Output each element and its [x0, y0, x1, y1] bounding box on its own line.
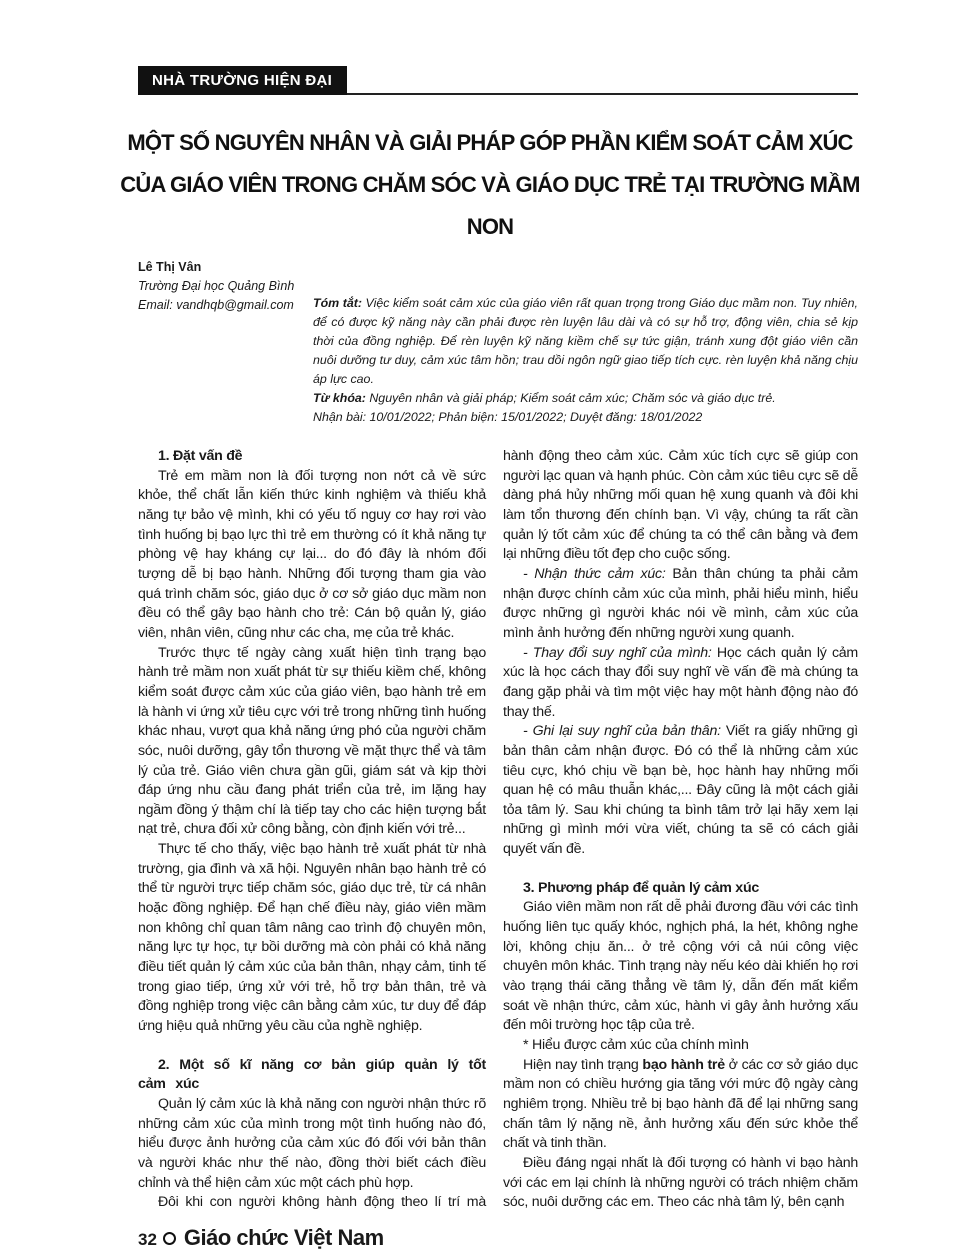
page-footer — [138, 1225, 384, 1251]
article-title — [110, 122, 870, 248]
paragraph: Quản lý cảm xúc là khả năng con người nhận thức rõ những cảm xúc của mình trong một tình huống nào đó, hiểu được ảnh hưởng của cảm xúc đó đối với bản thân và người khác như thế nào, đồng thời biết cách điều chỉnh và thể hiện cảm xúc một cách phù hợp. — [138, 1096, 486, 1191]
page-number: 32 — [138, 1230, 157, 1249]
paragraph: Đôi khi con người không hành động theo lí trí mà — [158, 1194, 486, 1211]
keywords-label: Từ khóa: — [313, 391, 366, 405]
paragraph-continued: hành động theo cảm xúc. Cảm xúc tích cực sẽ giúp con người lạc quan và hạnh phúc. Còn cảm xúc tiêu cực sẽ dễ dàng phá hủy những mối quan hệ xung quanh và đôi khi làm tổn thương đến chính bạn. Vì vậy, chúng ta rất cần quản lý tốt cảm xúc để chúng ta có thể cân bằng và đem lại những điều tốt đẹp cho cuộc sống. — [503, 448, 858, 563]
bullet-item — [503, 722, 858, 860]
summary-text: Việc kiểm soát cảm xúc của giáo viên rất quan trọng trong Giáo dục mầm non. Tuy nhiên, để có được kỹ năng này cần phải được rèn luyện lâu dài và có sự hỗ trợ, động viên, chia sẻ kịp thời của đồng nghiệp. Để rèn luyện kỹ năng kiềm chế sự tức giận, tránh xung đột giáo viên cần nuôi dưỡng tư duy, cảm xúc tâm hồn; trau dồi ngôn ngữ giao tiếp tích cực. rèn luyện khả năng chịu áp lực cao. — [313, 296, 858, 386]
header-rule — [347, 93, 858, 95]
circle-bullet-icon — [163, 1232, 176, 1245]
abstract — [313, 294, 858, 427]
bullet-text: Học cách quản lý cảm xúc là học cách thay đổi suy nghĩ về vấn đề mà chúng ta đang gặp phải và tìm một việc hay một hành động nào đó thay thế. — [503, 644, 858, 720]
paragraph — [503, 1056, 858, 1154]
text: ở các cơ sở giáo dục mầm non có chiều hướng gia tăng với mức độ ngày càng nghiêm trọng. Nhiều trẻ bị bạo hành đã để lại những sang chấn tâm lý nặng nề, ảnh hưởng xấu đến sức khỏe thể chất và tinh thần. — [503, 1056, 858, 1152]
magazine-name: Giáo chức Việt Nam — [183, 1225, 384, 1250]
section-3-heading: 3. Phương pháp để quản lý cảm xúc — [523, 879, 760, 896]
author-block — [138, 258, 308, 315]
bullet-text: Viết ra giấy những gì bản thân cảm nhận được. Đó có thể là những cảm xúc tiêu cực, khó chịu về bạn bè, học hành hay những mối quan hệ có mâu thuẫn khác,... Đây cũng là một cách giải tỏa tâm lý. Sau khi chúng ta bình tâm trở lại hãy xem lại những gì mình mới vừa viết, chúng ta sẽ có cách giải quyết vấn đề. — [503, 723, 858, 858]
paragraph: Trẻ em mầm non là đối tượng non nớt cả về sức khỏe, thể chất lẫn kiến thức kinh nghiệm và thiếu khả năng tự bảo vệ mình, khi có yếu tố nguy cơ hay rơi vào tình huống bị bạo lực thì trẻ em thường có ít khả năng tự phòng vệ hay kháng cự lại... do đó đây là nhóm đối tượng dễ bị bạo hành. Những đối tượng tham gia vào quá trình chăm sóc, giáo dục ở cơ sở giáo dục mầm non đều có thể gây bạo hành cho trẻ: Cán bộ quản lý, giáo viên, nhân viên, cũng như các cha, mẹ của trẻ khác. — [138, 467, 486, 641]
subheading: * Hiểu được cảm xúc của chính mình — [523, 1037, 749, 1054]
section-tag: NHÀ TRƯỜNG HIỆN ĐẠI — [138, 66, 347, 95]
author-email: Email: vandhqb@gmail.com — [138, 298, 294, 312]
keywords-text: Nguyên nhân và giải pháp; Kiểm soát cảm xúc; Chăm sóc và giáo dục trẻ. — [365, 391, 776, 405]
section-1-heading: 1. Đặt vấn đề — [158, 448, 243, 464]
bullet-item — [503, 565, 858, 644]
article-title-line-1: MỘT SỐ NGUYÊN NHÂN VÀ GIẢI PHÁP GÓP PHẦN KIỂM SOÁT CẢM XÚC — [127, 130, 853, 155]
paragraph: Thực tế cho thấy, việc bạo hành trẻ xuất phát từ nhà trường, gia đình và xã hội. Nguyên nhân bạo hành trẻ có thể từ người trực tiếp chăm sóc, giáo dục trẻ, từ cá nhân hoặc đồng nghiệp. Để hạn chế điều này, giáo viên mầm non không chỉ quan tâm nâng cao trình độ chuyên môn, năng lực tự học, tự bồi dưỡng mà còn phải có khả năng điều tiết quản lý cảm xúc của bản thân, nhạy cảm, tinh tế trong giao tiếp, ứng xử với trẻ, hỗ trợ bản thân, trẻ và đồng nghiệp trong việc cân bằng cảm xúc, tư duy để đáp ứng hiệu quả những yêu cầu của nghề nghiệp. — [138, 841, 486, 1035]
paragraph: Trước thực tế ngày càng xuất hiện tình trạng bạo hành trẻ mầm non xuất phát từ sự thiếu kiềm chế, không kiểm soát được cảm xúc của giáo viên, bạo hành trẻ em là hành vi ứng xử tiêu cực với trẻ trong những tình huống khác nhau, vượt qua khả năng ứng phó của người chăm sóc, nuôi dưỡng, gây tổn thương về mặt thực thể và tâm lý của trẻ. Giáo viên chưa gần gũi, giám sát và kịp thời đáp ứng nhu cầu đang phát triển của trẻ, im lặng hay ngầm đồng ý thậm chí là tiếp tay cho các hiện tượng bắt nạt trẻ, chưa đối xử công bằng, còn định kiến với trẻ... — [138, 644, 486, 838]
bullet-label: - Nhận thức cảm xúc: — [523, 565, 666, 582]
bullet-item — [503, 644, 858, 723]
bold-text: bạo hành trẻ — [642, 1056, 725, 1073]
author-name: Lê Thị Vân — [138, 260, 202, 274]
article-dates: Nhận bài: 10/01/2022; Phản biện: 15/01/2022; Duyệt đăng: 18/01/2022 — [313, 410, 703, 424]
summary-label: Tóm tắt: — [313, 296, 362, 310]
bullet-label: - Thay đổi suy nghĩ của mình: — [523, 644, 712, 661]
right-column — [503, 447, 858, 1213]
bullet-label: - Ghi lại suy nghĩ của bản thân: — [523, 723, 721, 740]
author-affiliation: Trường Đại học Quảng Bình — [138, 279, 295, 293]
text: Hiện nay tình trạng — [523, 1056, 643, 1073]
left-column — [138, 447, 486, 1213]
paragraph: Giáo viên mầm non rất dễ phải đương đầu với các tình huống liên tục quấy khóc, nghịch phá, la hét, không nghe lời, không chịu ăn... ở trẻ cộng với cả núi công việc chuyên môn khác. Tình trạng này nếu kéo dài khiến họ rơi vào trạng thái căng thẳng về tâm lý, dẫn đến mất kiểm soát về nhận thức, cảm xúc, hành vi gây ảnh hưởng xấu đến môi trường học tập của trẻ. — [503, 899, 858, 1034]
bullet-text: Bản thân chúng ta phải cảm nhận được chính cảm xúc của mình, phải hiểu mình, hiểu được những gì người khác nói về mình, cảm xúc của mình ảnh hưởng đến những người xung quanh. — [503, 565, 858, 641]
section-2-heading: 2. Một số kĩ năng cơ bản giúp quản lý tốt cảm xúc — [138, 1056, 486, 1093]
paragraph: Điều đáng ngại nhất là đối tượng có hành vi bạo hành với các em lại chính là những người có trách nhiệm chăm sóc, nuôi dưỡng các em. Theo các nhà tâm lý, bên cạnh — [503, 1154, 858, 1211]
article-title-line-2: CỦA GIÁO VIÊN TRONG CHĂM SÓC VÀ GIÁO DỤC TRẺ TẠI TRƯỜNG MẦM NON — [120, 172, 860, 239]
